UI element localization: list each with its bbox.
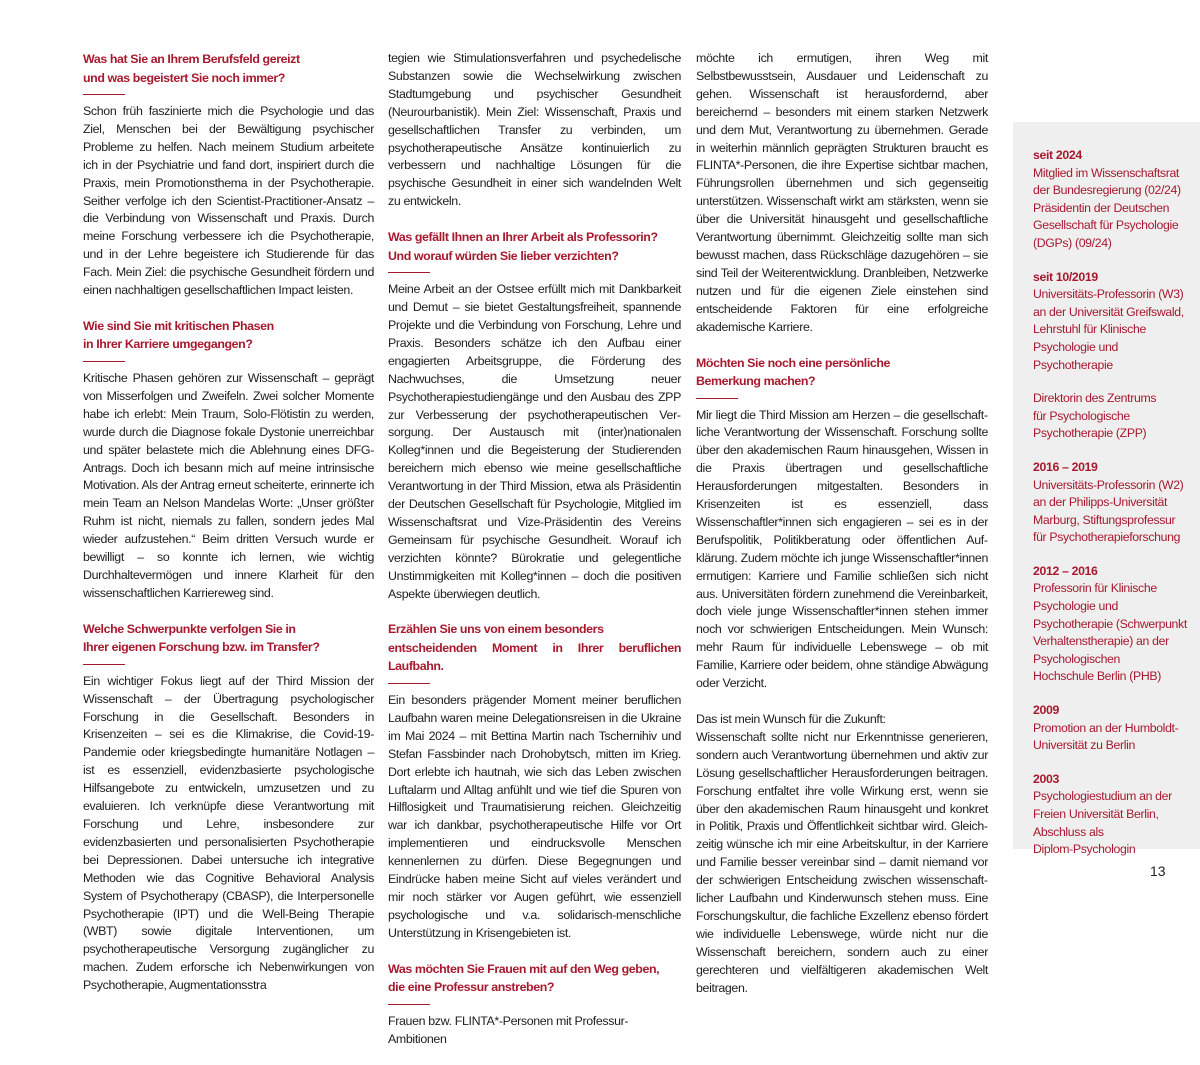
- cv-entry-line: Psychologie und: [1033, 599, 1118, 614]
- cv-entry-line: Promotion an der Humboldt-: [1033, 720, 1179, 735]
- cv-entry-line: Verhaltenstherapie) an der: [1033, 634, 1169, 649]
- cv-entry-line: Universitäts-Professorin (W3): [1033, 287, 1184, 302]
- answer-paragraph: möchte ich ermutigen, ihren Weg mit Selbstbewusstsein, Ausdauer und Leidenschaft zu gehen. Wissenschaft ist herausfordernd, aber bereichernd – besonders mit einem starken Netzwerk und dem Mut, Verantwortung zu übernehmen. Gerade in weiterhin männlich geprägten Strukturen braucht es FLINTA*-Personen, die ihre Expertise sichtbar machen, Führungsrollen übernehmen und sich gegenseitig unterstützen. Wissenschaft wirkt am stärksten, wenn sie über die Universität hinausgeht und gesellschaftliche Verantwortung übernimmt. Gleichzeitig sollte man sich bewusst machen, dass Rückschläge dazugehören – sie sind Teil der Weiterentwicklung. Dranbleiben, Netzwerke nutzen und für die eigenen Ziele einstehen sind entscheidende Faktoren für eine erfolgreiche akademische Karriere.: [696, 51, 988, 334]
- question-line: Was gefällt Ihnen an Ihrer Arbeit als Professorin?: [388, 230, 658, 245]
- question-line: Ihrer eigenen Forschung bzw. im Transfer?: [83, 640, 320, 655]
- question-heading: [83, 620, 374, 657]
- cv-entry-line: Professorin für Klinische: [1033, 581, 1157, 596]
- red-divider-rule: [83, 361, 125, 362]
- question-line: Erzählen Sie uns von einem besonders: [388, 622, 604, 637]
- cv-entry-line: Diplom-Psychologin: [1033, 842, 1136, 857]
- question-heading: [388, 228, 681, 265]
- cv-entry-line: Psychotherapie (Schwerpunkt: [1033, 616, 1187, 631]
- cv-entry-line: Psychotherapie (ZPP): [1033, 426, 1147, 441]
- question-line: und was begeistert Sie noch immer?: [83, 70, 285, 85]
- interview-section-critical-phases: [83, 317, 374, 603]
- cv-entry-line: Psychologischen: [1033, 651, 1121, 666]
- cv-entry: [1033, 390, 1200, 443]
- cv-entry-year: 2009: [1033, 703, 1059, 718]
- question-heading: [696, 354, 988, 391]
- question-line: Welche Schwerpunkte verfolgen Sie in: [83, 621, 296, 636]
- question-line: in Ihrer Karriere umgegangen?: [83, 337, 253, 352]
- cv-entry-line: Psychologiestudium an der: [1033, 789, 1172, 804]
- cv-entry-line: Universitäts-Professorin (W2): [1033, 477, 1184, 492]
- interview-section-personal-remark: [696, 354, 988, 998]
- cv-entry-year: 2016 – 2019: [1033, 459, 1098, 474]
- cv-entry-line: für Psychologische: [1033, 408, 1130, 423]
- answer-paragraph: tegien wie Stimulationsverfahren und psychedelische Substanzen sowie die Wechselwirkung zwischen Stadtumgebung und psychischer Gesundheit (Neurourbanistik). Mein Ziel: Wissenschaft, Praxis und gesellschaftlichen Transfer zu verbinden, um psychotherapeutische Ansätze kontinuierlich zu verbessern und nachhaltige Lösungen für die psychische Gesundheit in einer sich wandelnden Welt zu entwickeln.: [388, 51, 681, 209]
- wish-paragraph: Wissenschaft sollte nicht nur Erkenntnisse generieren, sondern auch Verantwortung übernehmen und aktiv zur Lösung gesellschaftlicher Herausforderungen beitragen. Forschung entfaltet ihre volle Wirkung erst, wenn sie über den akademischen Raum hinausgeht und konkret in Politik, Praxis und Öffentlichkeit sichtbar wird. Gleichzeitig wünsche ich mir eine Arbeitskultur, in der Karriere und Familie besser vereinbar sind – damit niemand vor der schwierigen Entscheidung zwischen wissenschaftlicher Laufbahn und Kinderwunsch stehen muss. Eine Forschungskultur, die fachliche Exzellenz ebenso fördert wie individuelle Lebenswege, würde nicht nur die Wissenschaft bereichern, sondern auch zu einer gerechteren und vielfältigeren akademischen Welt beitragen.: [696, 729, 988, 995]
- question-heading: [388, 620, 681, 676]
- interview-section-advice-women-continued: [696, 50, 988, 337]
- interview-section-professorship: [388, 228, 681, 603]
- cv-entry-line: Abschluss als: [1033, 824, 1104, 839]
- red-divider-rule: [83, 94, 125, 95]
- answer-paragraph: Meine Arbeit an der Ostsee erfüllt mich mit Dankbarkeit und Demut – sie bietet Gestaltungsfreiheit, spannende Projekte und die Verbindung von Forschung, Lehre und Praxis. Besonders schätze ich den Aufbau einer engagierten Arbeitsgruppe, die Förderung des Nachwuchses, die Umsetzung neuer Psychotherapiestudiengänge und den Ausbau des ZPP zur Verbesserung der psychotherapeutischen Versorgung. Der Austausch mit (inter)nationalen Kolleg*innen und die Begeisterung der Studierenden bereichern mich ebenso wie meine gesellschaftliche Verantwortung in der Third Mission, etwa als Präsidentin der Deutschen Gesellschaft für Psychologie, Mitglied im Wissenschaftsrat und Vize-Präsidentin des Vereins Gemeinsam für psychische Gesundheit. Worauf ich verzichten könnte? Bürokratie und gelegentliche Unstimmigkeiten mit Kolleg*innen – doch die positiven Aspekte überwiegen deutlich.: [388, 282, 681, 601]
- cv-entry-line: Freien Universität Berlin,: [1033, 807, 1159, 821]
- cv-entry: [1033, 147, 1200, 253]
- question-line: Bemerkung machen?: [696, 374, 816, 388]
- question-heading: [388, 960, 681, 997]
- cv-entry-year: seit 10/2019: [1033, 269, 1098, 284]
- cv-sidebar: [1013, 122, 1200, 857]
- cv-timeline: [1013, 122, 1200, 859]
- red-divider-rule: [83, 664, 125, 665]
- cv-entry: [1033, 459, 1200, 547]
- red-divider-rule: [388, 683, 430, 684]
- question-line: Möchten Sie noch eine persönliche: [696, 355, 891, 370]
- answer-paragraph: Ein wichtiger Fokus liegt auf der Third Mission der Wissenschaft – der Übertragung psychologischer Forschung in die Gesellschaft. Besonders in Krisenzeiten – sei es die Klimakrise, die Covid-19-Pandemie oder kriegsbedingte humanitäre Notlagen – ist es essenziell, evidenzbasierte psychologische Hilfsangebote zu entwickeln, umzusetzen und zu evaluieren. Ich verknüpfe diese Verantwortung mit Forschung und Lehre, insbesondere zur evidenzbasierten und personalisierten Psychotherapie bei Depressionen. Dabei untersuche ich integrative Methoden wie das Cognitive Behavioral Analysis System of Psychotherapy (CBASP), die Interpersonelle Psychotherapie (IPT) und die Well-Being Therapie (WBT) sowie digitale Interventionen, um psychotherapeutische Versorgung zugänglicher zu machen. Zudem erforsche ich Nebenwirkungen von Psychotherapie, Augmentationsstra: [83, 673, 374, 993]
- cv-entry-line: Gesellschaft für Psychologie: [1033, 218, 1179, 233]
- interview-section-advice-women: [388, 960, 681, 1049]
- question-line: Und worauf würden Sie lieber verzichten?: [388, 248, 619, 263]
- question-heading: [83, 317, 374, 354]
- cv-entry-line: Lehrstuhl für Klinische: [1033, 322, 1146, 337]
- interview-section-career-motivation: [83, 50, 374, 300]
- red-divider-rule: [696, 398, 738, 399]
- cv-entry-year: 2003: [1033, 771, 1059, 786]
- cv-entry-line: (DGPs) (09/24): [1033, 235, 1112, 250]
- text-column-3: [696, 50, 988, 1015]
- cv-entry: [1033, 702, 1200, 755]
- text-column-2: [388, 50, 681, 1065]
- cv-entry-line: an der Universität Greifswald,: [1033, 304, 1184, 319]
- cv-entry: [1033, 563, 1200, 686]
- cv-entry-line: Psychologie und: [1033, 339, 1118, 354]
- answer-paragraph: Schon früh faszinierte mich die Psychologie und das Ziel, Menschen bei der Bewältigung psychischer Probleme zu helfen. Nach meinem Studium arbeitete ich in der Psychiatrie und fand dort, inspiriert durch die Praxis, mein Promotionsthema in der Psychotherapie. Seither verfolge ich den Scientist-Practitioner-Ansatz – die Verbindung von Wissenschaft und Praxis. Durch meine Forschung verbessere ich die Psychotherapie, und in der Lehre begeistere ich Studierende für das Fach. Mein Ziel: die psychische Gesundheit fördern und einen nachhaltigen gesellschaftlichen Impact leisten.: [83, 104, 374, 298]
- question-heading: [83, 50, 374, 87]
- cv-entry-line: Direktorin des Zentrums: [1033, 391, 1157, 406]
- cv-entry-year: seit 2024: [1033, 148, 1082, 162]
- interview-section-decisive-moment: [388, 620, 681, 942]
- red-divider-rule: [388, 1004, 430, 1005]
- question-line: Was hat Sie an Ihrem Berufsfeld gereizt: [83, 52, 300, 66]
- red-divider-rule: [388, 272, 430, 273]
- cv-entry-line: für Psychotherapieforschung: [1033, 530, 1181, 545]
- cv-entry-line: der Bundesregierung (02/24): [1033, 183, 1181, 198]
- question-line: die eine Professur anstreben?: [388, 980, 555, 995]
- answer-paragraph: Mir liegt die Third Mission am Herzen – die gesellschaftliche Verantwortung der Wissenschaft. Forschung sollte über den akademischen Raum hinausgehen, Wissen in die Praxis übertragen und gesellschaftliche Herausforderungen mitgestalten. Besonders in Krisenzeiten ist es essenziell, dass Wissenschaftler*innen sich engagieren – sei es in der Berufspolitik, Politikberatung oder öffentlichen Aufklärung. Zudem möchte ich junge Wissenschaftler*innen ermutigen: Karriere und Familie schließen sich nicht aus. Universitäten fördern zunehmend die Vereinbarkeit, doch viele junge Wissenschaftler*innen stehen immer noch vor schwierigen Entscheidungen. Mein Wunsch: mehr Raum für individuelle Lebenswege – ob mit Familie, Karriere oder beidem, ohne ständige Abwägung oder Verzicht.: [696, 407, 988, 691]
- cv-entry: [1033, 269, 1200, 375]
- cv-entry-line: an der Philipps-Universität: [1033, 495, 1168, 510]
- answer-paragraph: Frauen bzw. FLINTA*-Personen mit Professur-Ambitionen: [388, 1013, 629, 1046]
- cv-entry-line: Präsidentin der Deutschen: [1033, 200, 1170, 215]
- answer-paragraph: Kritische Phasen gehören zur Wissenschaft – geprägt von Misserfolgen und Zweifeln. Zwei solcher Momente habe ich erlebt: Mein Traum, Solo-Flötistin zu werden, wurde durch die Diagnose fokale Dystonie unerreichbar und später belastete mich die Ablehnung eines DFG-Antrags. Doch ich besann mich auf meine intrinsische Motivation. Als der Antrag erneut scheiterte, erinnerte ich mein Team an Nelson Mandelas Worte: „Unser größter Ruhm ist nicht, niemals zu fallen, sondern jedes Mal wieder aufzustehen.“ Beim dritten Versuch wurde er bewilligt – so konnte ich lernen, wie wichtig Durchhaltevermögen und innere Klarheit für den wissenschaftlichen Karriereweg sind.: [83, 370, 374, 600]
- interview-section-research-focus-continued: [388, 50, 681, 211]
- cv-entry-line: Mitglied im Wissenschaftsrat: [1033, 165, 1180, 180]
- question-line: entscheidenden Moment in Ihrer beruflichen Laufbahn.: [388, 640, 681, 674]
- cv-entry: [1033, 771, 1200, 859]
- cv-entry-line: Marburg, Stiftungsprofessur: [1033, 512, 1176, 527]
- cv-entry-line: Universität zu Berlin: [1033, 738, 1135, 753]
- question-line: Wie sind Sie mit kritischen Phasen: [83, 318, 274, 333]
- wish-intro: Das ist mein Wunsch für die Zukunft:: [696, 712, 886, 726]
- cv-entry-year: 2012 – 2016: [1033, 563, 1098, 578]
- page-number: 13: [1150, 863, 1166, 879]
- cv-entry-line: Hochschule Berlin (PHB): [1033, 669, 1161, 684]
- cv-entry-line: Psychotherapie: [1033, 357, 1113, 372]
- question-line: Was möchten Sie Frauen mit auf den Weg geben,: [388, 961, 660, 976]
- text-column-1: [83, 50, 374, 1012]
- answer-paragraph: Ein besonders prägender Moment meiner beruflichen Laufbahn waren meine Delegationsreisen in die Ukraine im Mai 2024 – mit Bettina Martin nach Tschernihiv und Stefan Fassbinder nach Drohobytsch, mitten im Krieg. Dort erlebte ich hautnah, wie sich das Leben zwischen Luftalarm und Alltag anfühlt und wie tief die Spuren von Hilflosigkeit und Traumatisierung reichen. Gleichzeitig war ich dankbar, psychotherapeutische Hilfe vor Ort implementieren und eindrucksvolle Menschen kennenlernen zu dürfen. Diese Begegnungen und Eindrücke haben meine Sicht auf vieles verändert und mir noch stärker vor Augen geführt, wie essenziell psychologische und v.a. solidarisch-menschliche Unterstützung in Krisengebieten ist.: [388, 692, 681, 940]
- interview-section-research-focus: [83, 620, 374, 995]
